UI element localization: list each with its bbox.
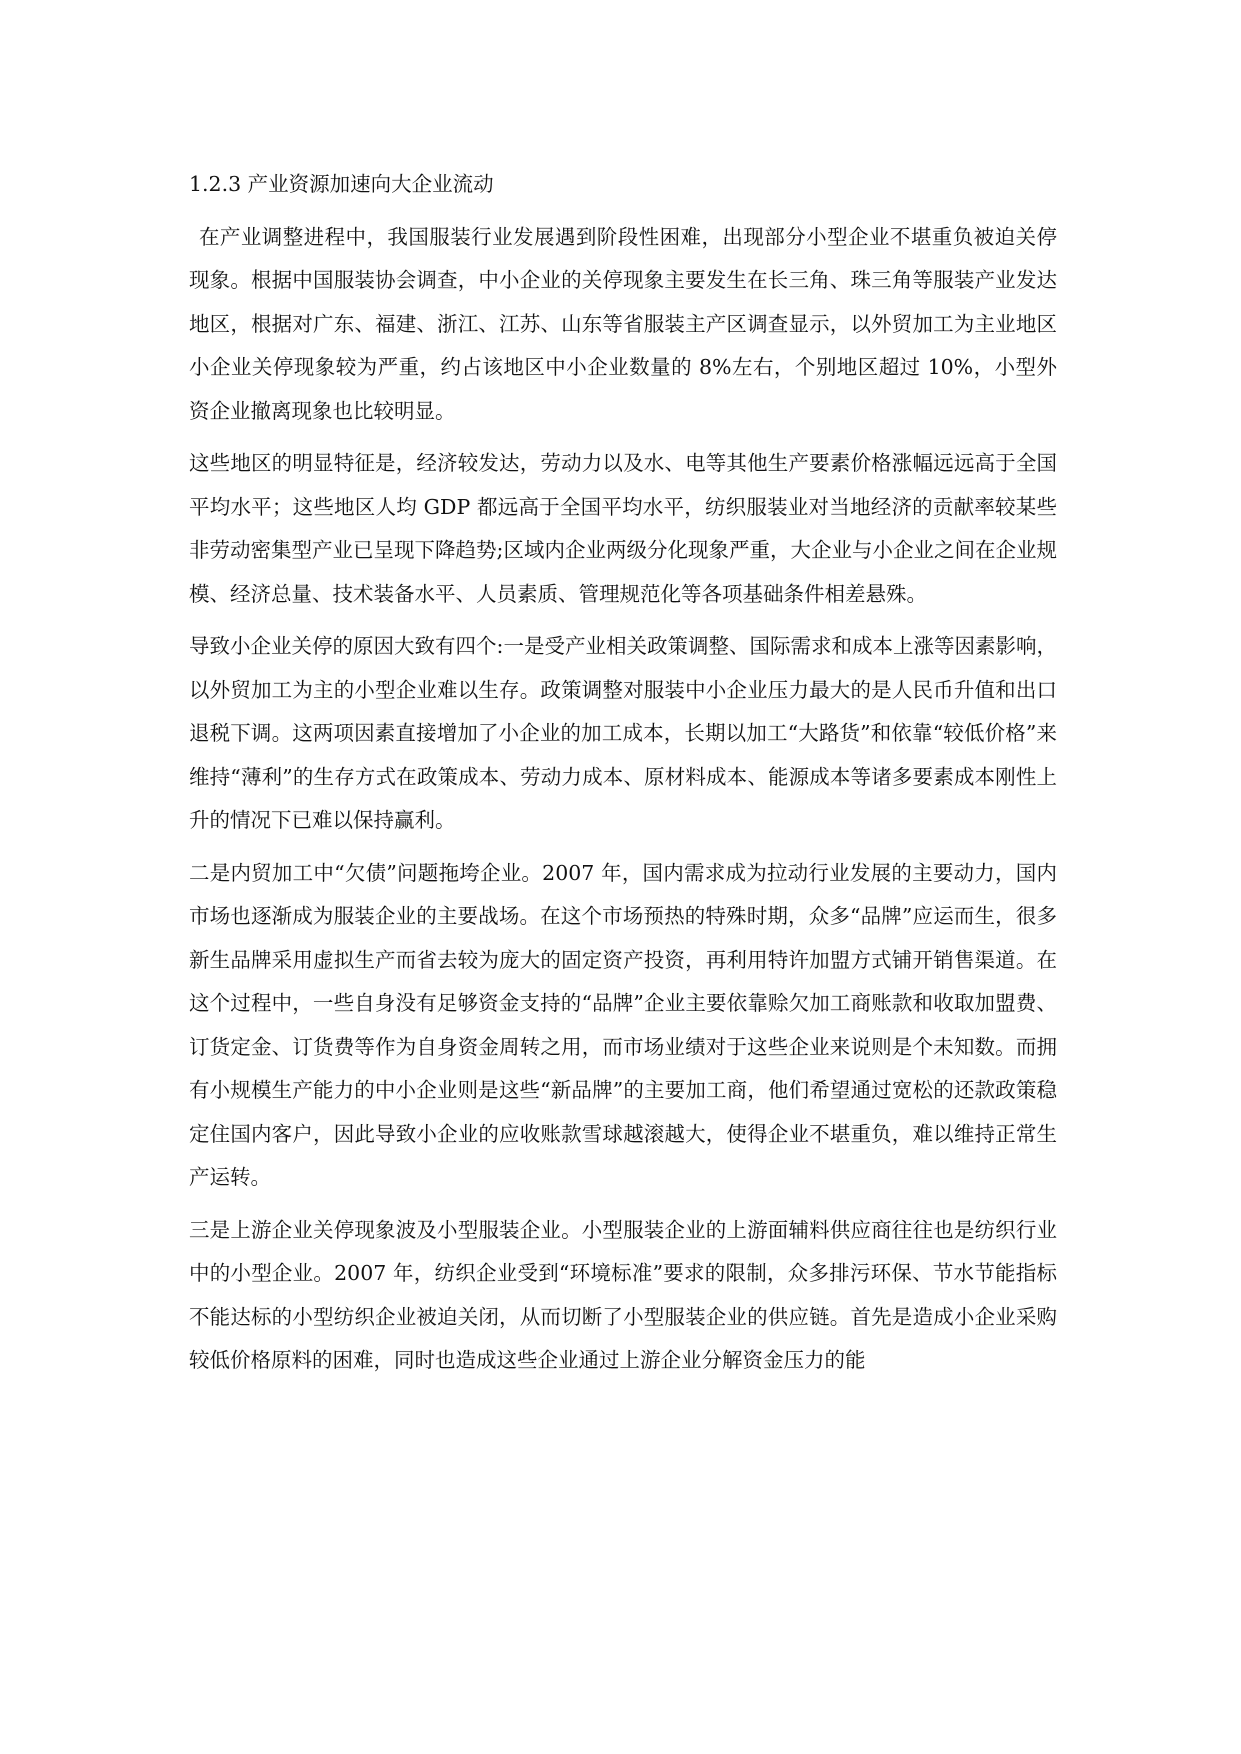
document-body [189,163,1057,1392]
paragraph-1: 在产业调整进程中，我国服装行业发展遇到阶段性困难，出现部分小型企业不堪重负被迫关停现象。根据中国服装协会调查，中小企业的关停现象主要发生在长三角、珠三角等服装产业发达地区，根据对广东、福建、浙江、江苏、山东等省服装主产区调查显示，以外贸加工为主业地区小企业关停现象较为严重，约占该地区中小企业数量的 8%左右，个别地区超过 10%，小型外资企业撤离现象也比较明显。 [189,224,1057,423]
paragraph-4: 二是内贸加工中“欠债”问题拖垮企业。2007 年，国内需求成为拉动行业发展的主要动力，国内市场也逐渐成为服装企业的主要战场。在这个市场预热的特殊时期，众多“品牌”应运而生，很多新生品牌采用虚拟生产而省去较为庞大的固定资产投资，再利用特许加盟方式铺开销售渠道。在这个过程中，一些自身没有足够资金支持的“品牌”企业主要依靠赊欠加工商账款和收取加盟费、订货定金、订货费等作为自身资金周转之用，而市场业绩对于这些企业来说则是个未知数。而拥有小规模生产能力的中小企业则是这些“新品牌”的主要加工商，他们希望通过宽松的还款政策稳定住国内客户，因此导致小企业的应收账款雪球越滚越大，使得企业不堪重负，难以维持正常生产运转。 [189,860,1057,1189]
paragraph-5: 三是上游企业关停现象波及小型服装企业。小型服装企业的上游面辅料供应商往往也是纺织行业中的小型企业。2007 年，纺织企业受到“环境标准”要求的限制，众多排污环保、节水节能指标不能达标的小型纺织企业被迫关闭，从而切断了小型服装企业的供应链。首先是造成小企业采购较低价格原料的困难，同时也造成这些企业通过上游企业分解资金压力的能 [189,1217,1057,1372]
section-heading: 1.2.3 产业资源加速向大企业流动 [189,172,494,196]
paragraph-2: 这些地区的明显特征是，经济较发达，劳动力以及水、电等其他生产要素价格涨幅远远高于全国平均水平；这些地区人均 GDP 都远高于全国平均水平，纺织服装业对当地经济的贡献率较某些非劳动密集型产业已呈现下降趋势;区域内企业两级分化现象严重，大企业与小企业之间在企业规模、经济总量、技术装备水平、人员素质、管理规范化等各项基础条件相差悬殊。 [189,451,1057,606]
paragraph-3: 导致小企业关停的原因大致有四个:一是受产业相关政策调整、国际需求和成本上涨等因素影响，以外贸加工为主的小型企业难以生存。政策调整对服装中小企业压力最大的是人民币升值和出口退税下调。这两项因素直接增加了小企业的加工成本，长期以加工“大路货”和依靠“较低价格”来维持“薄利”的生存方式在政策成本、劳动力成本、原材料成本、能源成本等诸多要素成本刚性上升的情况下已难以保持赢利。 [189,634,1057,832]
